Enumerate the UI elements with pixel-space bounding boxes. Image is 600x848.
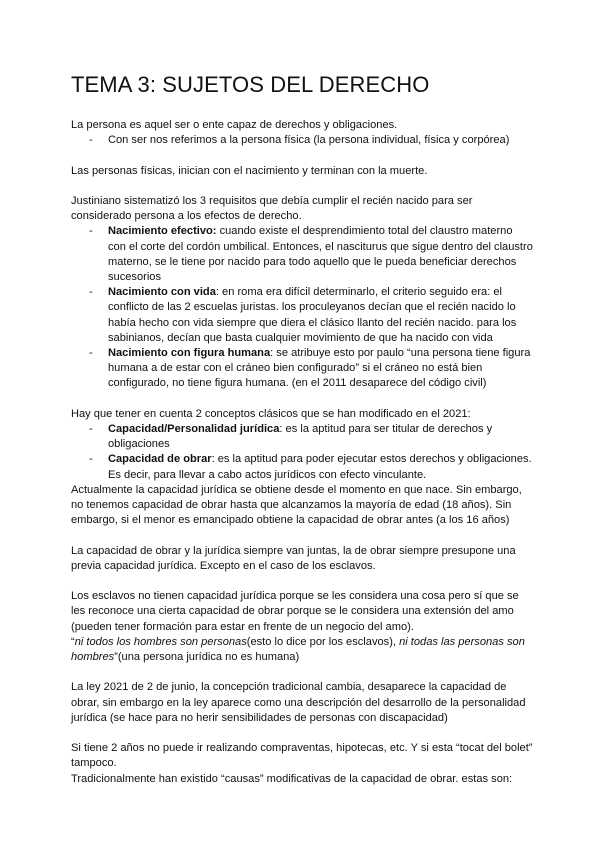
term: Capacidad de obrar bbox=[108, 453, 212, 466]
quote-italic-2: ni todas las personas son hombres bbox=[71, 635, 525, 664]
paragraph-justiniano: Justiniano sistematizó los 3 requisitos que debía cumplir el recién nacido para ser considerado persona a los efectos de derecho. bbox=[71, 194, 473, 223]
bullet-list-persona bbox=[71, 133, 533, 148]
definition: : se atribuye esto por paulo “una persona tiene figura humana a de estar con el cráneo bien configurado” si el cráneo no está bien configurado, no tiene figura humana. (en el 2011 desaparece del código civil) bbox=[108, 347, 531, 390]
quote-italic-1: ni todos los hombres son personas bbox=[74, 635, 247, 648]
list-requisitos bbox=[71, 224, 533, 391]
quote-middle: (esto lo dice por los esclavos), bbox=[246, 635, 400, 648]
list-item bbox=[71, 285, 533, 346]
paragraph-personas-fisicas: Las personas físicas, inician con el nacimiento y terminan con la muerte. bbox=[71, 164, 428, 177]
term: Capacidad/Personalidad jurídica bbox=[108, 423, 280, 436]
paragraph-persona: La persona es aquel ser o ente capaz de derechos y obligaciones. bbox=[71, 119, 398, 131]
term: Nacimiento efectivo: bbox=[108, 225, 217, 238]
quote-close: ”(una persona jurídica no es humana) bbox=[114, 651, 300, 664]
paragraph-ejemplo: Si tiene 2 años no puede ir realizando compraventas, hipotecas, etc. Y si esta “tocat del bolet” tampoco. bbox=[71, 742, 533, 770]
paragraph-capacidad-juntas: La capacidad de obrar y la jurídica siempre van juntas, la de obrar siempre presupone una previa capacidad jurídica. Excepto en el caso de los esclavos. bbox=[71, 544, 516, 572]
quote-mark: “ bbox=[71, 635, 75, 648]
paragraph-capacidad-actual: Actualmente la capacidad jurídica se obtiene desde el momento en que nace. Sin embargo, no tenemos capacidad de obrar hasta que alcanzamos la mayoría de edad (18 años). Sin embargo, si el menor es emancipado obtiene la capacidad de obrar antes (a los 16 años) bbox=[71, 483, 522, 527]
list-item: - Con ser nos referimos a la persona física (la persona individual, física y corpórea) bbox=[71, 133, 533, 148]
list-conceptos bbox=[71, 422, 533, 483]
definition: cuando existe el desprendimiento total del claustro materno con el corte del cordón umbilical. Entonces, el nasciturus que sigue dentro del claustro materno, se le tiene por nacido para todo aquello que le pueda beneficiar derechos sucesorios bbox=[108, 225, 533, 283]
paragraph-causas: Tradicionalmente han existido “causas” modificativas de la capacidad de obrar. estas son: bbox=[71, 772, 513, 785]
list-item bbox=[71, 346, 533, 392]
definition: : es la aptitud para ser titular de derechos y obligaciones bbox=[108, 423, 493, 451]
list-item bbox=[71, 224, 533, 285]
page-title: TEMA 3: SUJETOS DEL DERECHO bbox=[71, 72, 430, 97]
term: Nacimiento con figura humana bbox=[108, 347, 271, 360]
term: Nacimiento con vida bbox=[108, 286, 216, 299]
list-item bbox=[71, 452, 533, 482]
quote-paragraph bbox=[71, 635, 533, 665]
paragraph-esclavos: Los esclavos no tienen capacidad jurídica porque se les considera una cosa pero sí que se les reconoce una cierta capacidad de obrar porque se le considera una extensión del amo (pueden tener formación para estar en frente de un negocio del amo). bbox=[71, 590, 519, 633]
definition: : en roma era difícil determinarlo, el criterio seguido era: el conflicto de las 2 escuelas juristas. los proculeyanos decían que el recién nacido lo había hecho con vida siempre que diera el clásico llanto del recién nacido. para los sabinianos, decían que basta cualquier movimiento de que ha nacido con vida bbox=[108, 286, 517, 344]
paragraph-conceptos: Hay que tener en cuenta 2 conceptos clásicos que se han modificado en el 2021: bbox=[71, 407, 471, 420]
definition: : es la aptitud para poder ejecutar estos derechos y obligaciones. Es decir, para llevar a cabo actos jurídicos con efecto vinculante. bbox=[108, 453, 532, 481]
paragraph-ley-2021: La ley 2021 de 2 de junio, la concepción tradicional cambia, desaparece la capacidad de obrar, sin embargo en la ley aparece como una descripción del desarrollo de la personalidad jurídica (se hace para no herir sensibilidades de personas con discapacidad) bbox=[71, 681, 526, 724]
document-body bbox=[71, 118, 533, 787]
list-item bbox=[71, 422, 533, 452]
